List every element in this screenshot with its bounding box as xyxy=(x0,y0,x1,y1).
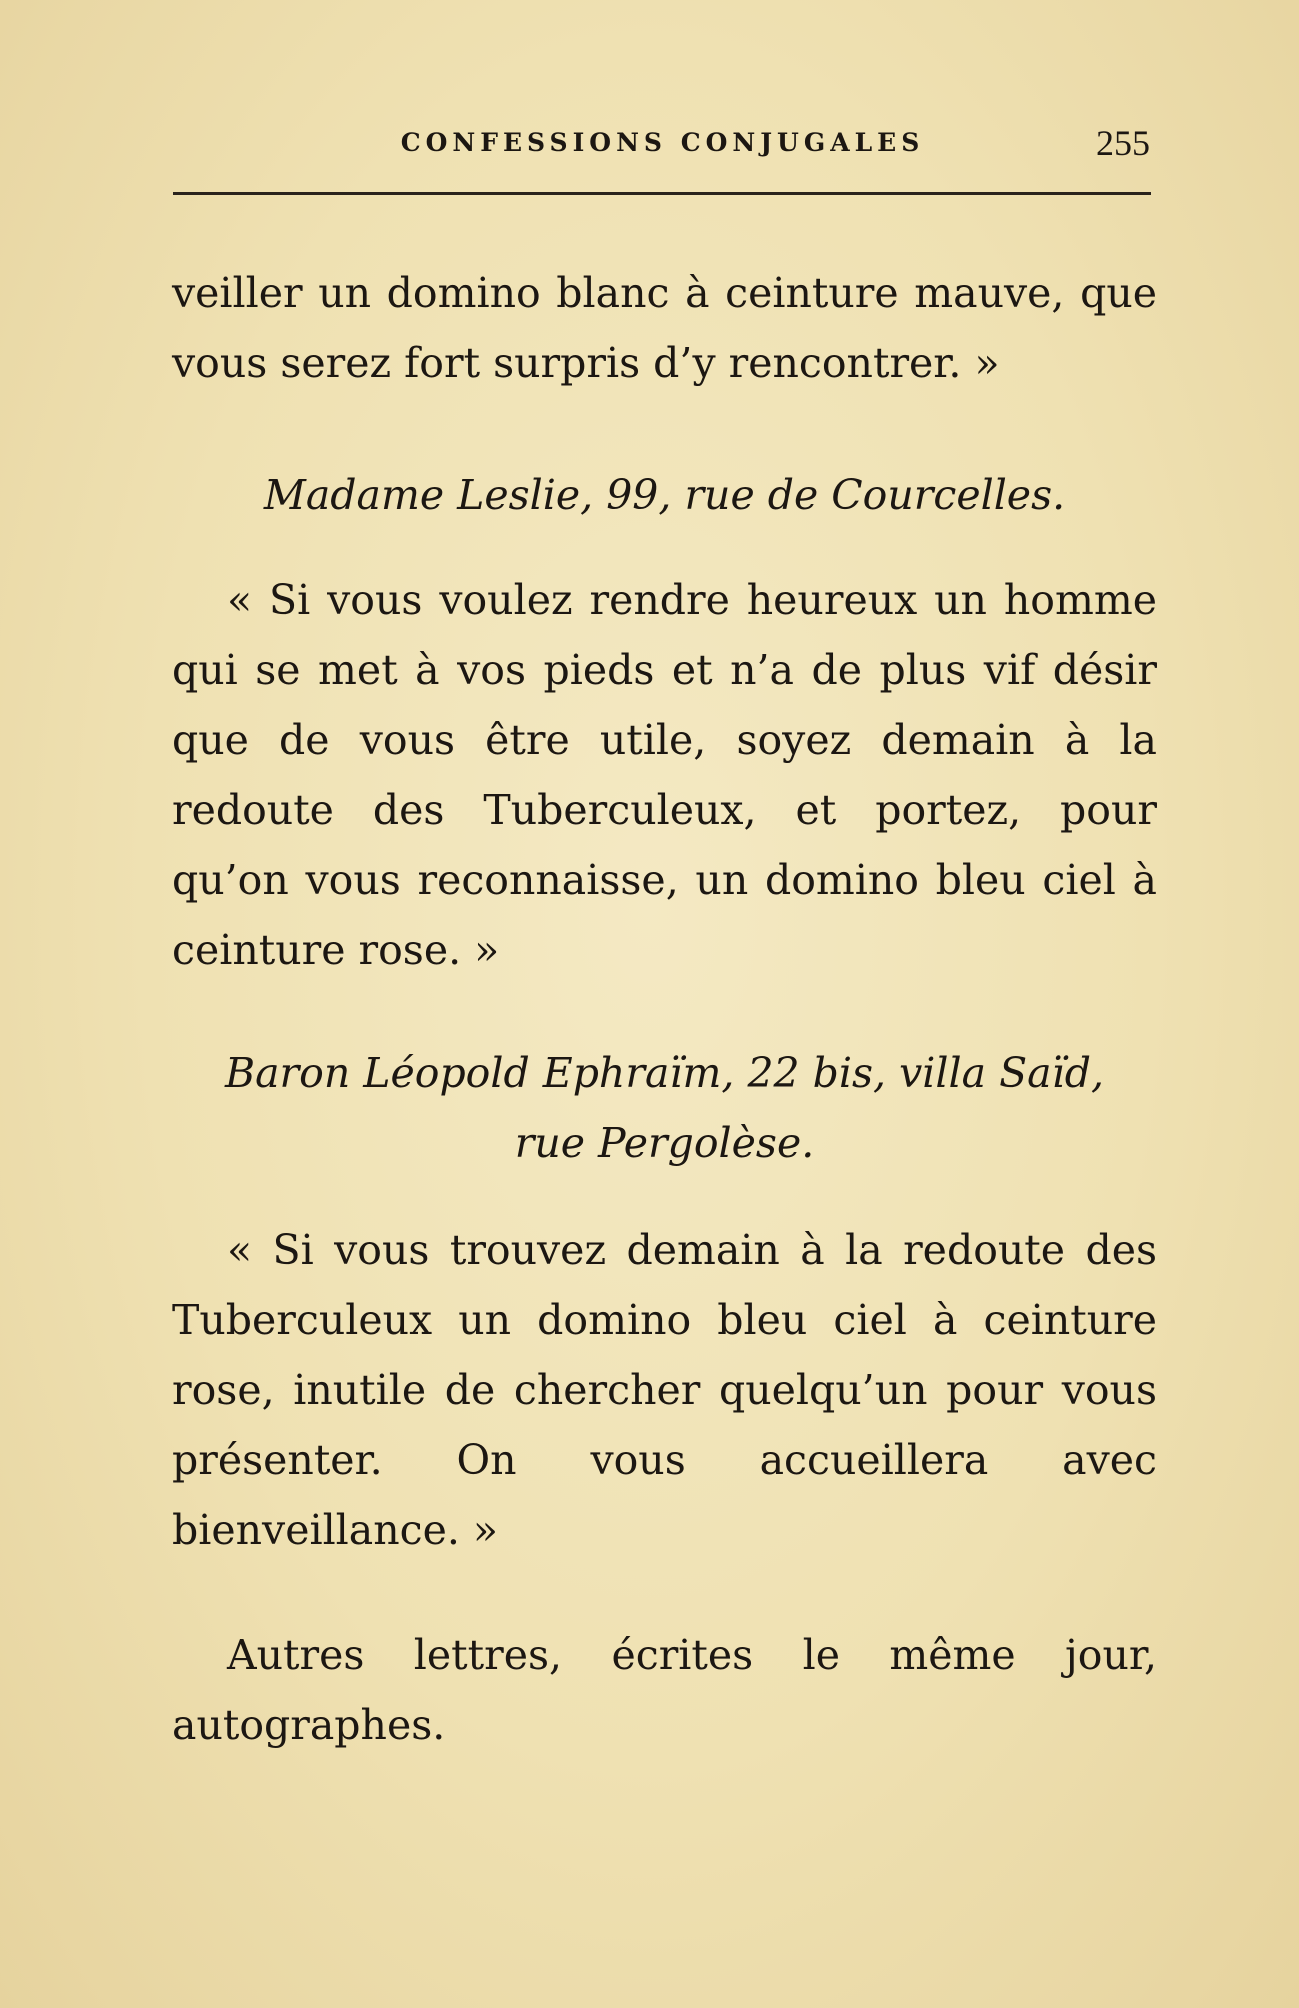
paragraph-continuation xyxy=(172,258,1157,398)
signature-line-1: Baron Léopold Ephraïm, 22 bis, villa Saïd, xyxy=(224,1049,1105,1097)
signature-madame-leslie xyxy=(172,460,1157,530)
signature-line-2: rue Pergolèse. xyxy=(514,1119,815,1167)
signature-baron-leopold xyxy=(172,1038,1157,1178)
signature-line: Madame Leslie, 99, rue de Courcelles. xyxy=(263,471,1066,519)
letter-paragraph-2 xyxy=(172,1215,1157,1565)
page-number: 255 xyxy=(1096,123,1150,163)
closing-paragraph xyxy=(172,1620,1157,1760)
paragraph-text: « Si vous voulez rendre heureux un homme qui se met à vos pieds et n’a de plus vif désir que de vous être utile, soyez demain à la redoute des Tuberculeux, et portez, pour qu’on vous reconnaisse, un domino bleu ciel à ceinture rose. » xyxy=(172,576,1157,974)
paragraph-text: veiller un domino blanc à ceinture mauve, que vous serez fort surpris d’y rencontrer. » xyxy=(172,269,1157,387)
letter-paragraph-1 xyxy=(172,565,1157,985)
running-title: CONFESSIONS CONJUGALES xyxy=(400,128,925,157)
paragraph-text: Autres lettres, écrites le même jour, autographes. xyxy=(172,1631,1157,1749)
paragraph-text: « Si vous trouvez demain à la redoute des Tuberculeux un domino bleu ciel à ceinture rose, inutile de chercher quelqu’un pour vous présenter. On vous accueillera avec bienveillance. » xyxy=(172,1226,1157,1554)
running-head xyxy=(175,123,1150,178)
header-rule xyxy=(173,192,1151,195)
